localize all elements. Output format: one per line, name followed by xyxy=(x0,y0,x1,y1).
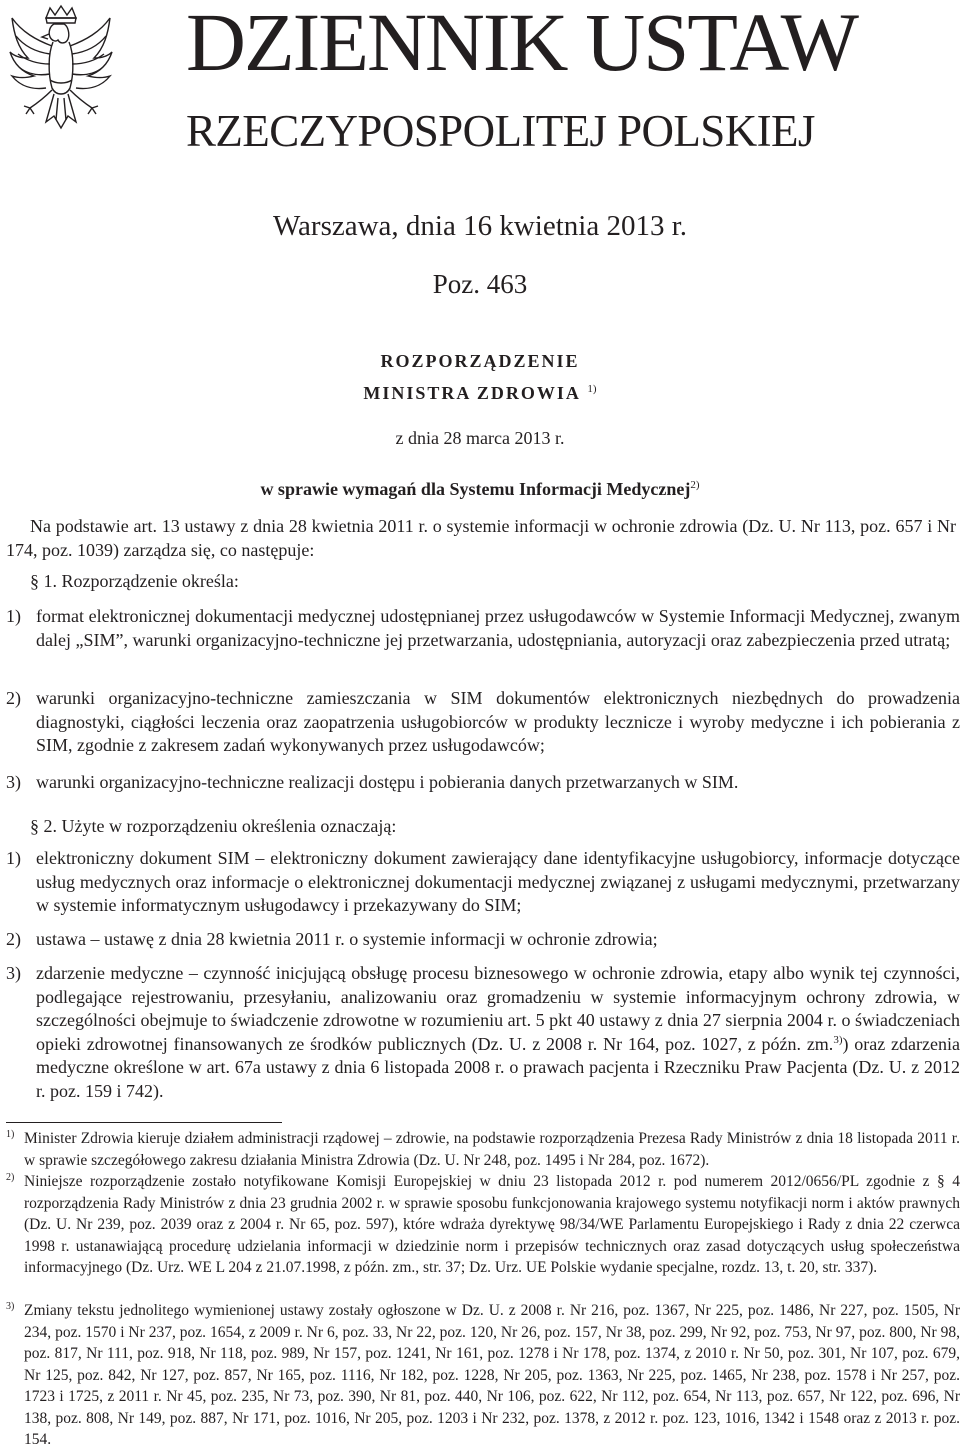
footnote-divider xyxy=(6,1122,282,1123)
section-1-heading: § 1. Rozporządzenie określa: xyxy=(30,571,239,591)
item-number: 1) xyxy=(6,606,21,626)
item-text-part: zdarzenie medyczne – czynność inicjującą obsługę procesu biznesowego w ochronie zdrowia, etapy albo wynik tej czynności, podlegające rejestrowaniu, przesyłaniu, analizowaniu oraz gromadzeniu w systemie informacyjnym ochrony zdrowia, w szczególności obejmuje to świadczenie zdrowotne w rozumieniu art. 5 pkt 40 ustawy z dnia 27 sierpnia 2004 r. o świadczeniach opieki zdrowotnej finansowanych ze środków publicznych (Dz. U. z 2008 r. Nr 164, poz. 1027, z późn. zm. xyxy=(36,963,960,1054)
list-item xyxy=(6,687,960,759)
list-item xyxy=(6,771,956,795)
item-text-part: ) oraz zdarzenia medyczne określone w art. 67a ustawy z dnia 6 listopada 2008 r. o prawach pacjenta i Rzeczniku Praw Pacjenta (Dz. U. z 2012 r. poz. 159 i 742). xyxy=(36,1033,960,1101)
footnote-mark: 2) xyxy=(6,1172,15,1183)
act-date: z dnia 28 marca 2013 r. xyxy=(395,428,565,448)
polish-eagle-emblem-icon xyxy=(6,4,116,150)
act-author-text: MINISTRA ZDROWIA xyxy=(363,383,581,403)
act-author xyxy=(0,377,960,405)
position-number: Poz. 463 xyxy=(432,269,528,299)
list-item xyxy=(6,605,960,677)
footnote xyxy=(6,1128,960,1172)
footnote-ref: 1) xyxy=(587,383,597,395)
item-text xyxy=(36,962,960,1103)
item-text: warunki organizacyjno-techniczne realizacji dostępu i pobierania danych przetwarzanych w SIM. xyxy=(36,772,739,792)
item-number: 3) xyxy=(6,963,21,983)
footnote-ref: 3) xyxy=(833,1033,843,1046)
footnote-mark: 3) xyxy=(6,1301,15,1312)
item-text: elektroniczny dokument SIM – elektroniczny dokument zawierający dane identyfikacyjne usługobiorcy, informacje dotyczące usług medycznych oraz informacje o elektronicznej dokumentacji medycznej związanej z usługami medycznymi, przetwarzany w systemie informatycznym usługodawcy i przekazywany do SIM; xyxy=(36,848,960,915)
section-2-heading: § 2. Użyte w rozporządzeniu określenia oznaczają: xyxy=(30,816,397,836)
item-text: warunki organizacyjno-techniczne zamieszczania w SIM dokumentów elektronicznych niezbędnych do prowadzenia diagnostyki, ciągłości leczenia oraz zaopatrzenia usługobiorców w produkty lecznicze i wyroby medyczne i ich pobierania z SIM, zgodnie z zakresem zadań wykonywanych przez usługodawców; xyxy=(36,688,960,755)
masthead-title: DZIENNIK USTAW xyxy=(186,0,857,88)
item-text: format elektronicznej dokumentacji medycznej udostępnianej przez usługodawców w Systemie Informacji Medycznej, zwanym dalej „SIM”, warunki organizacyjno-techniczne jej przetwarzania, udostępniania, autoryzacji oraz zabezpieczenia przed utratą; xyxy=(36,606,960,650)
issue-date: Warszawa, dnia 16 kwietnia 2013 r. xyxy=(272,210,687,242)
footnote-text: Niniejsze rozporządzenie zostało notyfikowane Komisji Europejskiej w dniu 23 listopada 2012 r. pod numerem 2012/0656/PL zgodnie z § 4 rozporządzenia Rady Ministrów z dnia 23 grudnia 2002 r. w sprawie sposobu funkcjonowania krajowego systemu notyfikacji norm i aktów prawnych (Dz. U. Nr 239, poz. 2039 oraz z 2004 r. Nr 65, poz. 597), które wdraża dyrektywę 98/34/WE Parlamentu Europejskiego i Rady z dnia 22 czerwca 1998 r. ustanawiającą procedurę udzielania informacji w dziedzinie norm i przepisów technicznych oraz zasad dotyczących usług społeczeństwa informacyjnego (Dz. Urz. WE L 204 z 21.07.1998, z późn. zm., str. 37; Dz. Urz. UE Polskie wydanie specjalne, rozdz. 13, t. 20, str. 337). xyxy=(24,1173,960,1276)
masthead-subtitle: RZECZYPOSPOLITEJ POLSKIEJ xyxy=(186,106,815,156)
list-item xyxy=(6,847,960,919)
item-number: 2) xyxy=(6,688,21,708)
item-number: 1) xyxy=(6,848,21,868)
list-item xyxy=(6,928,956,952)
footnote-mark: 1) xyxy=(6,1129,15,1140)
item-text: ustawa – ustawę z dnia 28 kwietnia 2011 r. o systemie informacji w ochronie zdrowia; xyxy=(36,929,658,949)
act-type: ROZPORZĄDZENIE xyxy=(380,351,580,371)
item-number: 3) xyxy=(6,772,21,792)
act-subject xyxy=(0,473,960,501)
item-number: 2) xyxy=(6,929,21,949)
footnote-text: Zmiany tekstu jednolitego wymienionej ustawy zostały ogłoszone w Dz. U. z 2008 r. Nr 216, poz. 1367, Nr 225, poz. 1486, Nr 227, poz. 1505, Nr 234, poz. 1570 i Nr 237, poz. 1654, z 2009 r. Nr 6, poz. 33, Nr 22, poz. 120, Nr 26, poz. 157, Nr 38, poz. 299, Nr 92, poz. 753, Nr 97, poz. 800, Nr 98, poz. 817, Nr 111, poz. 918, Nr 118, poz. 989, Nr 157, poz. 1241, Nr 161, poz. 1278 i Nr 178, poz. 1374, z 2010 r. Nr 50, poz. 301, Nr 107, poz. 679, Nr 125, poz. 842, Nr 127, poz. 857, Nr 165, poz. 1116, Nr 182, poz. 1228, Nr 205, poz. 1363, Nr 225, poz. 1465, Nr 238, poz. 1578 i Nr 257, poz. 1723 i 1725, z 2011 r. Nr 45, poz. 235, Nr 73, poz. 390, Nr 81, poz. 440, Nr 106, poz. 622, Nr 112, poz. 654, Nr 113, poz. 657, Nr 122, poz. 696, Nr 138, poz. 808, Nr 149, poz. 887, Nr 171, poz. 1016, Nr 205, poz. 1203 i Nr 232, poz. 1378, z 2012 r. poz. 123, 1016, 1342 i 1548 oraz z 2013 r. poz. 154. xyxy=(24,1302,960,1448)
act-subject-text: w sprawie wymagań dla Systemu Informacji Medycznej xyxy=(260,479,691,499)
preamble: Na podstawie art. 13 ustawy z dnia 28 kwietnia 2011 r. o systemie informacji w ochronie zdrowia (Dz. U. Nr 113, poz. 657 i Nr 174, poz. 1039) zarządza się, co następuje: xyxy=(6,516,956,560)
footnote xyxy=(6,1171,960,1301)
list-item xyxy=(6,962,960,1106)
footnote xyxy=(6,1300,960,1448)
footnote-ref: 2) xyxy=(690,479,700,491)
footnote-text: Minister Zdrowia kieruje działem administracji rządowej – zdrowie, na podstawie rozporządzenia Prezesa Rady Ministrów z dnia 18 listopada 2011 r. w sprawie szczegółowego zakresu działania Ministra Zdrowia (Dz. U. Nr 248, poz. 1495 i Nr 284, poz. 1672). xyxy=(24,1130,960,1169)
